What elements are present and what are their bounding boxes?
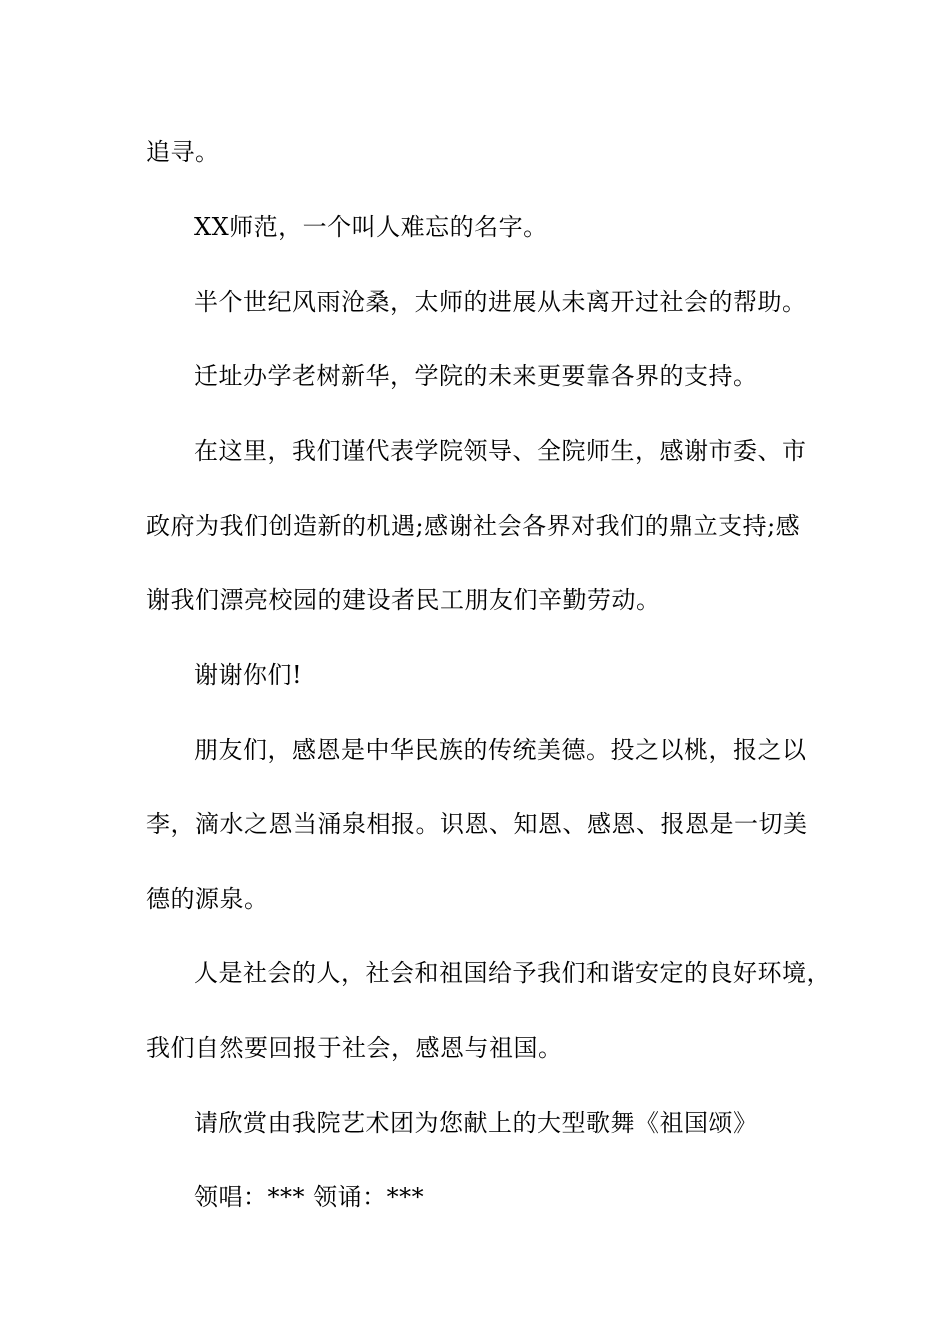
paragraph-line-3: 半个世纪风雨沧桑，太师的进展从未离开过社会的帮助。 <box>194 288 807 316</box>
paragraph-line-10: 李，滴水之恩当涌泉相报。识恩、知恩、感恩、报恩是一切美 <box>146 810 808 838</box>
paragraph-line-1: 追寻。 <box>146 138 220 166</box>
paragraph-line-12: 人是社会的人，社会和祖国给予我们和谐安定的良好环境， <box>194 959 831 987</box>
paragraph-line-13: 我们自然要回报于社会，感恩与祖国。 <box>146 1034 563 1062</box>
paragraph-line-9: 朋友们，感恩是中华民族的传统美德。投之以桃，报之以 <box>194 736 807 764</box>
paragraph-line-15: 领唱：*** 领诵：*** <box>194 1183 425 1211</box>
paragraph-line-2: XX师范，一个叫人难忘的名字。 <box>194 213 548 241</box>
paragraph-line-5: 在这里，我们谨代表学院领导、全院师生，感谢市委、市 <box>194 437 807 465</box>
paragraph-line-14: 请欣赏由我院艺术团为您献上的大型歌舞《祖国颂》 <box>194 1109 758 1137</box>
paragraph-line-6: 政府为我们创造新的机遇;感谢社会各界对我们的鼎立支持;感 <box>146 512 801 540</box>
paragraph-line-8: 谢谢你们! <box>194 661 303 689</box>
paragraph-line-4: 迁址办学老树新华，学院的未来更要靠各界的支持。 <box>194 362 758 390</box>
paragraph-line-7: 谢我们漂亮校园的建设者民工朋友们辛勤劳动。 <box>146 586 661 614</box>
paragraph-line-11: 德的源泉。 <box>146 885 269 913</box>
